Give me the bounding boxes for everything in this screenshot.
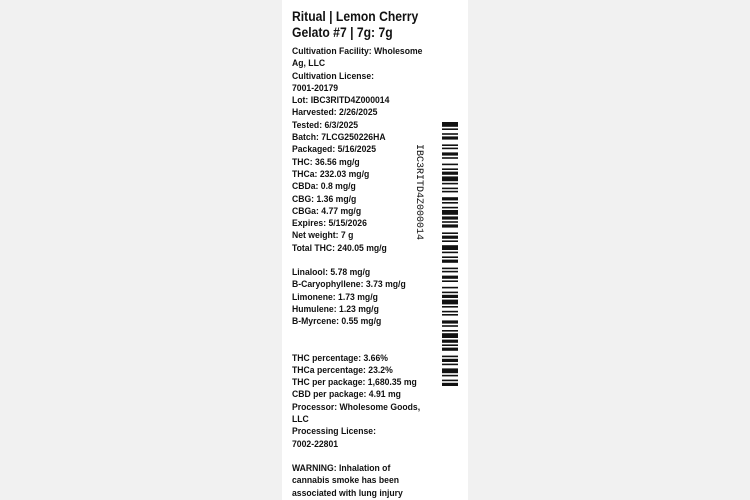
barcode-bar	[442, 260, 458, 263]
barcode	[442, 122, 458, 386]
terpene-list	[292, 267, 437, 328]
detail-line: Cultivation Facility: Wholesome	[292, 46, 423, 57]
terpene-line: Linalool: 5.78 mg/g	[292, 267, 371, 279]
barcode-bar	[442, 325, 458, 327]
barcode-bar	[442, 188, 458, 190]
barcode-bar	[442, 210, 458, 215]
barcode-bar	[442, 356, 458, 358]
warning-line: associated with lung injury	[292, 487, 403, 499]
label-content	[292, 9, 437, 500]
terpene-line: Limonene: 1.73 mg/g	[292, 291, 378, 303]
barcode-bar	[442, 359, 458, 362]
barcode-bar	[442, 344, 458, 346]
summary-list	[292, 353, 437, 451]
barcode-bar	[442, 340, 458, 343]
detail-line: Harvested: 2/26/2025	[292, 107, 378, 119]
barcode-bar	[442, 300, 458, 305]
barcode-bar	[442, 202, 458, 204]
spacer	[292, 329, 437, 353]
barcode-bar	[442, 375, 458, 377]
detail-line: Packaged: 5/16/2025	[292, 144, 377, 156]
warning-line: WARNING: Inhalation of	[292, 462, 391, 474]
barcode-bar	[442, 224, 458, 227]
barcode-bar	[442, 240, 458, 242]
terpene-line: B-Caryophyllene: 3.73 mg/g	[292, 279, 406, 291]
terpene-line: B-Myrcene: 0.55 mg/g	[292, 316, 382, 328]
terpene-line: Humulene: 1.23 mg/g	[292, 303, 379, 315]
spacer	[292, 255, 437, 267]
summary-line: CBD per package: 4.91 mg	[292, 389, 401, 401]
barcode-bar	[442, 207, 458, 209]
product-title	[292, 9, 436, 41]
barcode-bar	[442, 164, 458, 166]
barcode-bar	[442, 128, 458, 130]
barcode-bar	[442, 276, 458, 279]
barcode-bar	[442, 368, 458, 373]
summary-line: THCa percentage: 23.2%	[292, 364, 393, 376]
barcode-bar	[442, 183, 458, 185]
warning-text	[292, 463, 437, 500]
barcode-bar	[442, 364, 458, 366]
barcode-bar	[442, 232, 458, 234]
summary-line: Processing License:	[292, 426, 376, 438]
barcode-bar	[442, 280, 458, 282]
product-title-line-1: Ritual | Lemon Cherry	[292, 9, 419, 24]
summary-line: THC percentage: 3.66%	[292, 352, 388, 364]
warning-line: cannabis smoke has been	[292, 475, 400, 487]
detail-line: CBG: 1.36 mg/g	[292, 193, 357, 205]
barcode-bar	[442, 197, 458, 200]
barcode-bar	[442, 148, 458, 150]
detail-line: Net weight: 7 g	[292, 230, 354, 242]
barcode-bar	[442, 295, 458, 298]
detail-line: Expires: 5/15/2026	[292, 218, 367, 230]
barcode-bar	[442, 136, 458, 139]
summary-line: THC per package: 1,680.35 mg	[292, 377, 417, 389]
product-title-line-2: Gelato #7 | 7g: 7g	[292, 25, 393, 40]
barcode-bar	[442, 144, 458, 146]
barcode-bar	[442, 172, 458, 175]
detail-line: CBDa: 0.8 mg/g	[292, 181, 356, 193]
barcode-bar	[442, 320, 458, 323]
barcode-bar	[442, 157, 458, 159]
barcode-bar	[442, 306, 458, 308]
detail-line: THC: 36.56 mg/g	[292, 156, 360, 168]
barcode-bar	[442, 216, 458, 219]
detail-line: Batch: 7LCG250226HA	[292, 132, 386, 144]
barcode-bar	[442, 252, 458, 254]
barcode-bar	[442, 221, 458, 223]
product-label	[282, 0, 468, 500]
barcode-bar	[442, 383, 458, 386]
barcode-number-text: IBC3RITD4Z000014	[413, 143, 424, 241]
barcode-bars	[442, 122, 458, 386]
barcode-bar	[442, 122, 458, 127]
detail-line: Cultivation License:	[292, 70, 375, 82]
detail-line: Tested: 6/3/2025	[292, 119, 359, 131]
barcode-bar	[442, 314, 458, 316]
detail-line: Ag, LLC	[292, 58, 326, 70]
summary-line: 7002-22801	[292, 438, 339, 450]
barcode-bar	[442, 333, 458, 338]
barcode-bar	[442, 176, 458, 181]
barcode-bar	[442, 191, 458, 193]
barcode-bar	[442, 133, 458, 135]
barcode-bar	[442, 152, 458, 155]
summary-line: Processor: Wholesome Goods,	[292, 401, 421, 413]
barcode-bar	[442, 380, 458, 382]
barcode-bar	[442, 268, 458, 270]
barcode-bar	[442, 330, 458, 332]
spacer	[292, 451, 437, 463]
summary-line: LLC	[292, 414, 309, 426]
detail-line: Total THC: 240.05 mg/g	[292, 242, 387, 254]
detail-line: 7001-20179	[292, 82, 339, 94]
barcode-bar	[442, 245, 458, 250]
detail-line: THCa: 232.03 mg/g	[292, 168, 370, 180]
barcode-bar	[442, 236, 458, 239]
barcode-bar	[442, 311, 458, 313]
barcode-bar	[442, 271, 458, 273]
barcode-bar	[442, 348, 458, 351]
barcode-bar	[442, 287, 458, 289]
barcode-bar	[442, 292, 458, 294]
barcode-bar	[442, 168, 458, 170]
barcode-bar	[442, 256, 458, 258]
detail-line: CBGa: 4.77 mg/g	[292, 205, 362, 217]
detail-line: Lot: IBC3RITD4Z000014	[292, 95, 390, 107]
